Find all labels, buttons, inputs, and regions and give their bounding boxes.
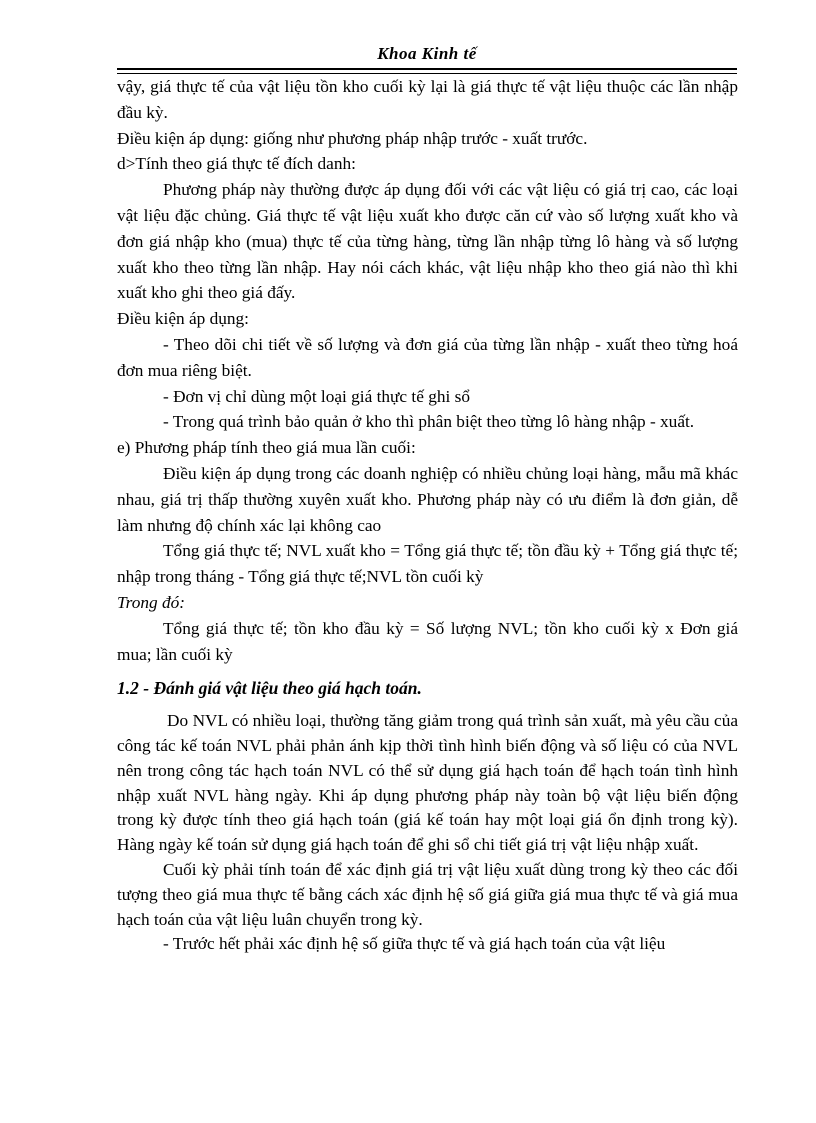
bullet-single-price: - Đơn vị chỉ dùng một loại giá thực tế ghi sổ bbox=[163, 386, 470, 406]
paragraph-condition-label: Điều kiện áp dụng: bbox=[117, 309, 249, 329]
formula-total-issue: Tổng giá thực tế; NVL xuất kho = Tổng giá thực tế; tồn đầu kỳ + Tổng giá thực tế; nhập trong tháng - Tổng giá thực tế;NVL tồn cuối kỳ bbox=[117, 541, 738, 587]
bullet-determine-coefficient: - Trước hết phải xác định hệ số giữa thực tế và giá hạch toán của vật liệu bbox=[163, 934, 666, 954]
page-header-title: Khoa Kinh tế bbox=[377, 44, 477, 63]
document-body bbox=[117, 74, 738, 957]
subheading-last-purchase-price: e) Phương pháp tính theo giá mua lần cuối: bbox=[117, 438, 416, 458]
paragraph-specific-identification: Phương pháp này thường được áp dụng đối với các vật liệu có giá trị cao, các loại vật liệu đặc chủng. Giá thực tế vật liệu xuất kho được căn cứ vào số lượng xuất kho và đơn giá nhập kho (mua) thực tế của từng hàng, từng lần nhập từng lô hàng và số lượng xuất kho theo từng lần nhập. Hay nói cách khác, vật liệu nhập kho theo giá nào thì khi xuất kho ghi theo giá đấy. bbox=[117, 180, 738, 303]
subheading-specific-identification: d>Tính theo giá thực tế đích danh: bbox=[117, 154, 356, 174]
paragraph-end-period: Cuối kỳ phải tính toán để xác định giá trị vật liệu xuất dùng trong kỳ theo các đối tượng theo giá mua thực tế bằng cách xác định hệ số giá giữa giá mua thực tế và giá mua hạch toán của vật liệu luân chuyển trong kỳ. bbox=[117, 859, 738, 929]
header-rule-thick bbox=[117, 68, 737, 70]
section-title-accounting-price: 1.2 - Đánh giá vật liệu theo giá hạch toán. bbox=[117, 678, 422, 699]
paragraph-condition: Điều kiện áp dụng: giống như phương pháp nhập trước - xuất trước. bbox=[117, 128, 588, 148]
bullet-track-detail: - Theo dõi chi tiết về số lượng và đơn giá của từng lần nhập - xuất theo từng hoá đơn mua riêng biệt. bbox=[117, 334, 738, 380]
paragraph-continuation: vậy, giá thực tế của vật liệu tồn kho cuối kỳ lại là giá thực tế vật liệu thuộc các lần nhập đầu kỳ. bbox=[117, 77, 738, 122]
label-where: Trong đó: bbox=[117, 592, 186, 612]
bullet-storage-lot: - Trong quá trình bảo quản ở kho thì phân biệt theo từng lô hàng nhập - xuất. bbox=[163, 412, 695, 432]
paragraph-last-purchase-condition: Điều kiện áp dụng trong các doanh nghiệp có nhiều chủng loại hàng, mẫu mã khác nhau, giá trị thấp thường xuyên xuất kho. Phương pháp này có ưu điểm là đơn giản, dễ làm nhưng độ chính xác lại không cao bbox=[117, 463, 738, 535]
formula-opening-stock: Tổng giá thực tế; tồn kho đầu kỳ = Số lượng NVL; tồn kho cuối kỳ x Đơn giá mua; lần cuối kỳ bbox=[117, 618, 738, 664]
paragraph-accounting-price: Do NVL có nhiều loại, thường tăng giảm trong quá trình sản xuất, mà yêu cầu của công tác kế toán NVL phải phản ánh kịp thời tình hình biến động và số liệu có của NVL nên trong công tác hạch toán NVL có thể sử dụng giá hạch toán để hạch toán tình hình nhập xuất NVL hàng ngày. Khi áp dụng phương pháp này toàn bộ vật liệu biến động trong kỳ được tính theo giá hạch toán (giá kế toán hay một loại giá ổn định trong kỳ). Hàng ngày kế toán sử dụng giá hạch toán để ghi sổ chi tiết giá trị vật liệu nhập xuất. bbox=[117, 711, 738, 855]
